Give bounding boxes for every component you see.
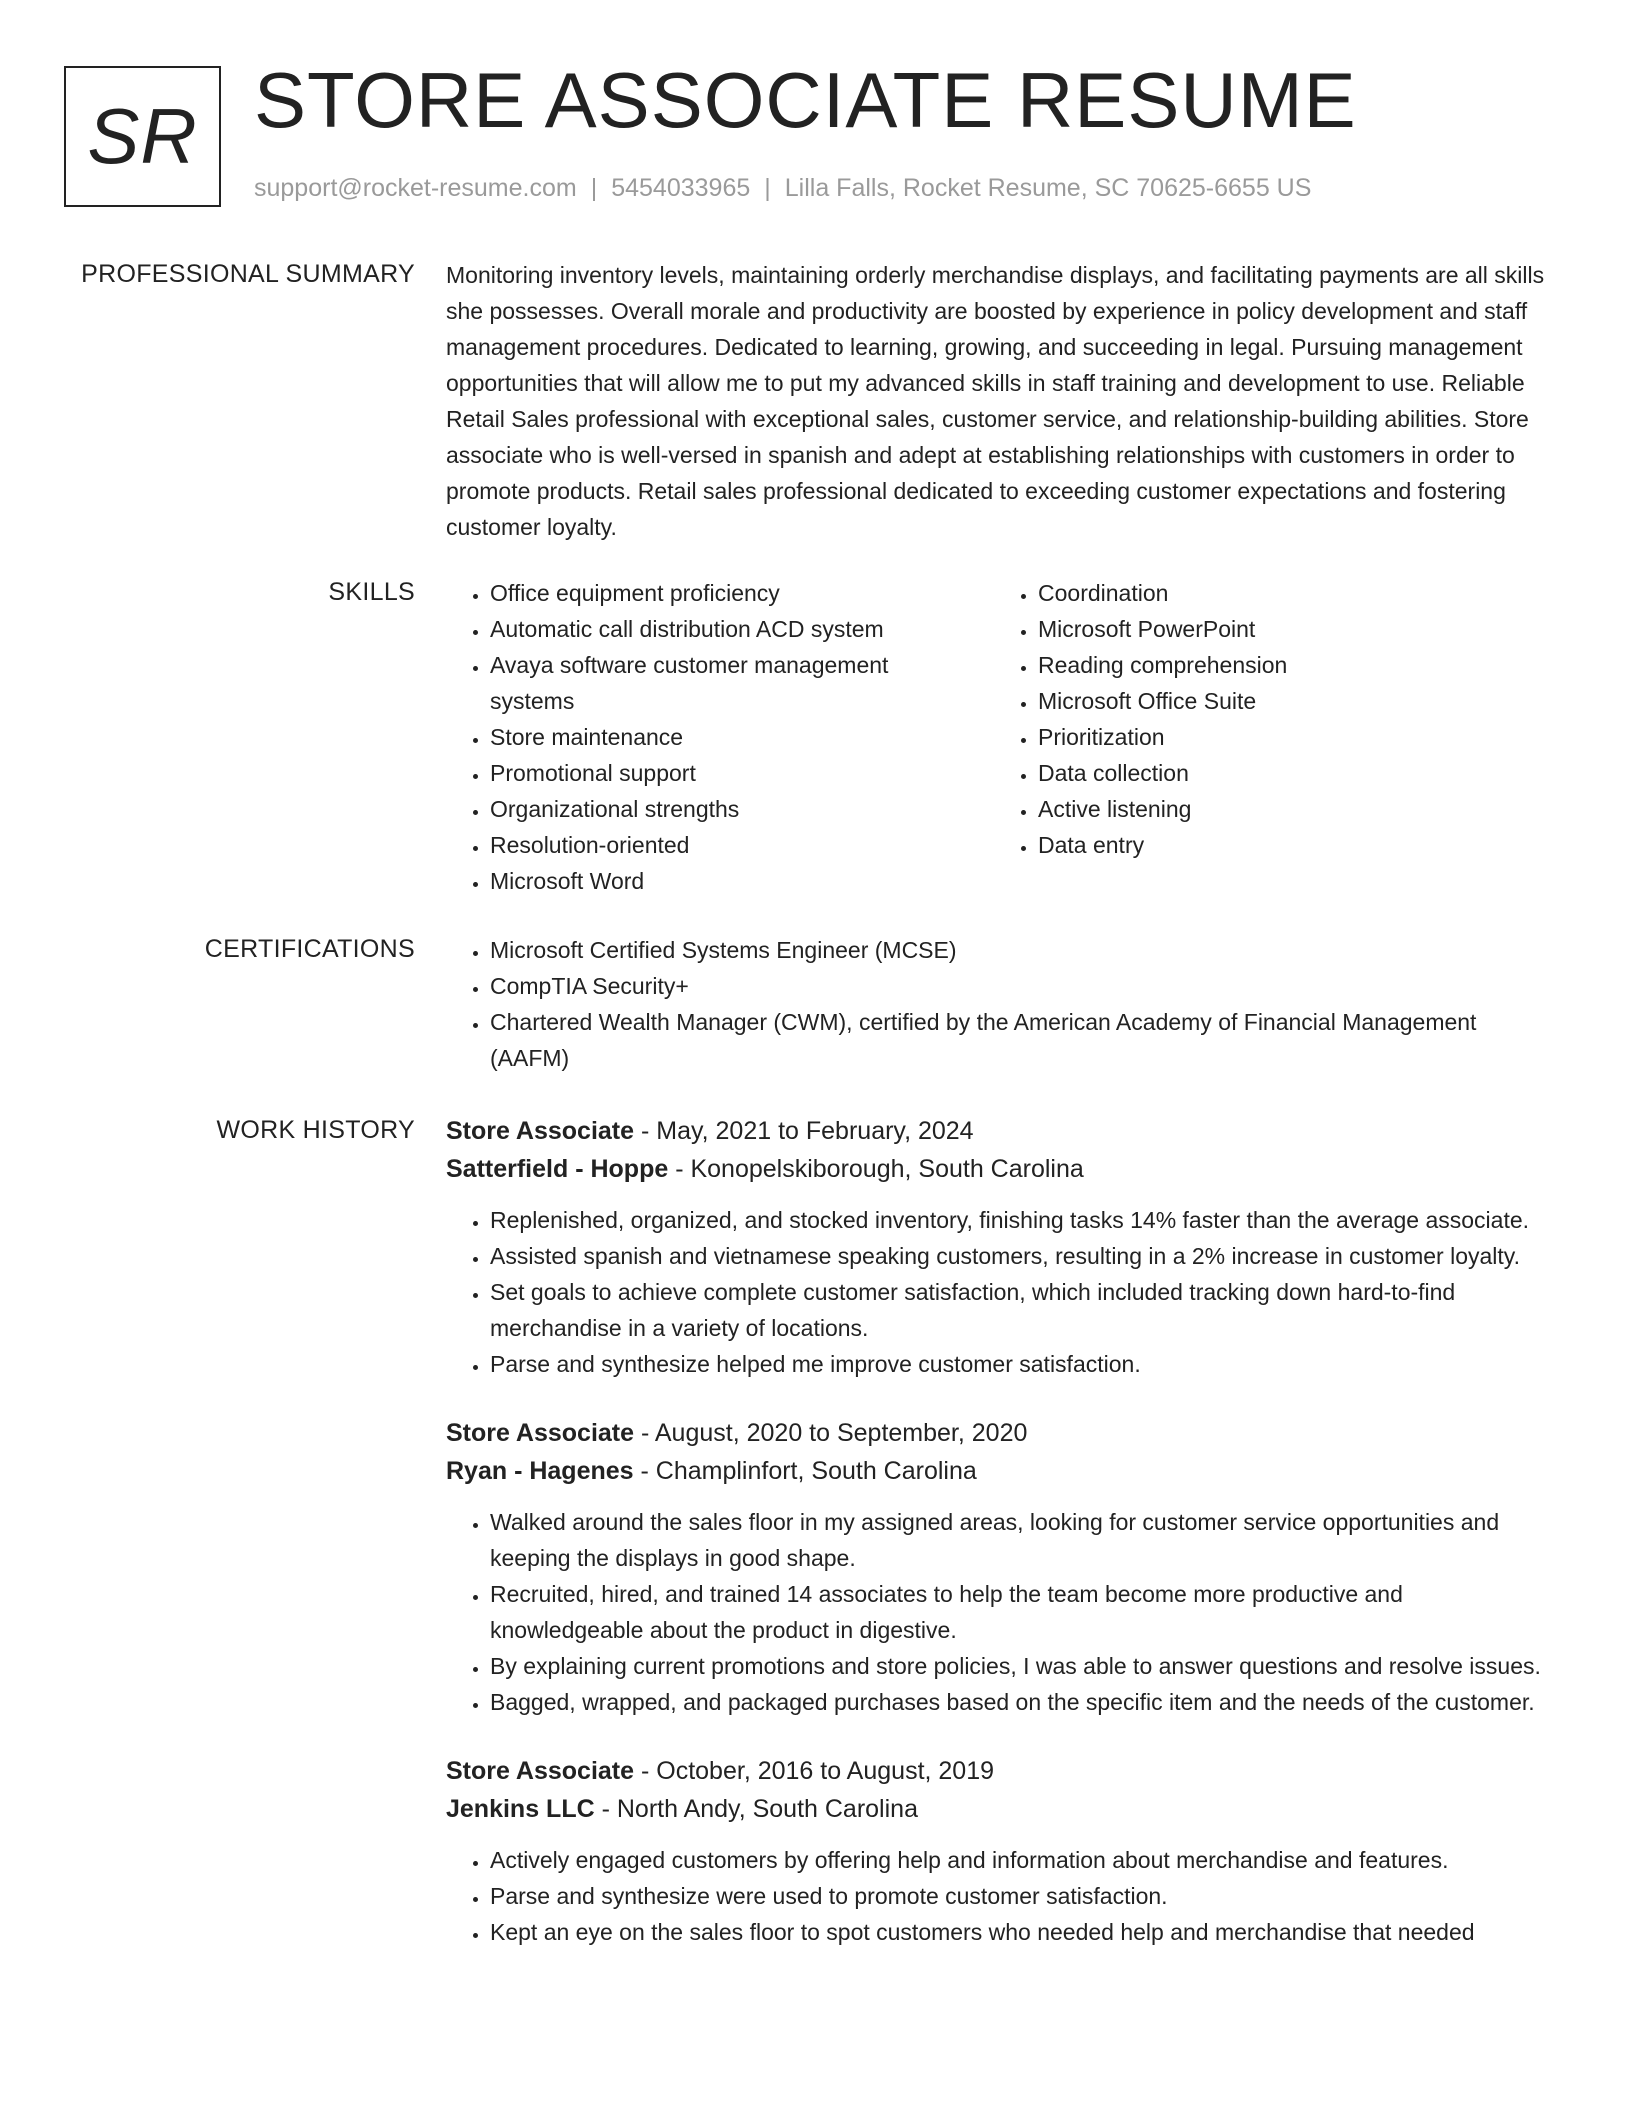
job-bullet: • Parse and synthesize were used to promote customer satisfaction. — [490, 1878, 1558, 1914]
summary-body — [446, 257, 1558, 545]
job-bullet: • Kept an eye on the sales floor to spot customers who needed help and merchandise that needed — [490, 1914, 1558, 1950]
job-company: Satterfield - Hoppe — [446, 1155, 669, 1183]
skill-item: • Avaya software customer management systems — [490, 647, 970, 719]
job-dates: - October, 2016 to August, 2019 — [634, 1757, 995, 1785]
job-bullet: • By explaining current promotions and store policies, I was able to answer questions and resolve issues. — [490, 1648, 1558, 1684]
job-title-line — [446, 1752, 1558, 1790]
skill-item: • Active listening — [1038, 791, 1518, 827]
skill-item: • Organizational strengths — [490, 791, 970, 827]
job-company: Ryan - Hagenes — [446, 1457, 634, 1485]
skills-body — [446, 575, 1558, 899]
job-title: Store Associate — [446, 1757, 635, 1785]
job-bullet: • Replenished, organized, and stocked inventory, finishing tasks 14% faster than the average associate. — [490, 1202, 1558, 1238]
skill-item: • Reading comprehension — [1038, 647, 1518, 683]
job-title: Store Associate — [446, 1117, 635, 1145]
certification-item: • CompTIA Security+ — [490, 968, 1558, 1004]
work-history-body — [446, 1112, 1558, 1982]
monogram-initials: SR — [87, 92, 198, 180]
certification-item: • Chartered Wealth Manager (CWM), certified by the American Academy of Financial Management (AAFM) — [490, 1004, 1558, 1076]
job-bullet: • Bagged, wrapped, and packaged purchases based on the specific item and the needs of the customer. — [490, 1684, 1558, 1720]
skill-item: • Microsoft Office Suite — [1038, 683, 1518, 719]
skills-column-right — [994, 575, 1554, 899]
job-company-line — [446, 1452, 1558, 1490]
job-title-line — [446, 1414, 1558, 1452]
contact-line — [254, 174, 1311, 203]
certifications-heading: CERTIFICATIONS — [204, 935, 415, 963]
skill-item: • Coordination — [1038, 575, 1518, 611]
job-bullet: • Recruited, hired, and trained 14 associates to help the team become more productive and knowledgeable about the product in digestive. — [490, 1576, 1558, 1648]
contact-address: Lilla Falls, Rocket Resume, SC 70625-6655 US — [784, 174, 1312, 202]
job-location: - North Andy, South Carolina — [594, 1795, 918, 1823]
skill-item: • Prioritization — [1038, 719, 1518, 755]
job-location: - Champlinfort, South Carolina — [633, 1457, 977, 1485]
job-company: Jenkins LLC — [446, 1795, 595, 1823]
job-bullets — [446, 1202, 1558, 1382]
skill-item: • Microsoft PowerPoint — [1038, 611, 1518, 647]
skill-item: • Store maintenance — [490, 719, 970, 755]
certifications-body — [446, 932, 1558, 1076]
job-entry — [446, 1414, 1558, 1720]
certifications-list — [446, 932, 1558, 1076]
job-company-line — [446, 1150, 1558, 1188]
job-bullet: • Walked around the sales floor in my assigned areas, looking for customer service opportunities and keeping the displays in good shape. — [490, 1504, 1558, 1576]
summary-heading: PROFESSIONAL SUMMARY — [81, 260, 415, 288]
work-history-heading: WORK HISTORY — [216, 1116, 415, 1144]
contact-email: support@rocket-resume.com — [254, 174, 577, 202]
job-title: Store Associate — [446, 1419, 635, 1447]
job-bullet: • Parse and synthesize helped me improve customer satisfaction. — [490, 1346, 1558, 1382]
job-entry — [446, 1752, 1558, 1950]
monogram-logo — [64, 66, 221, 207]
skill-item: • Resolution-oriented — [490, 827, 970, 863]
skills-list-right — [994, 575, 1554, 863]
resume-title: STORE ASSOCIATE RESUME — [254, 56, 1357, 144]
skill-item: • Office equipment proficiency — [490, 575, 970, 611]
job-bullet: • Set goals to achieve complete customer satisfaction, which included tracking down hard-to-find merchandise in a variety of locations. — [490, 1274, 1558, 1346]
contact-separator: | — [590, 174, 598, 202]
skill-item: • Data entry — [1038, 827, 1518, 863]
certification-item: • Microsoft Certified Systems Engineer (MCSE) — [490, 932, 1558, 968]
skill-item: • Promotional support — [490, 755, 970, 791]
job-bullet: • Assisted spanish and vietnamese speaking customers, resulting in a 2% increase in customer loyalty. — [490, 1238, 1558, 1274]
job-bullet: • Actively engaged customers by offering help and information about merchandise and features. — [490, 1842, 1558, 1878]
job-bullets — [446, 1504, 1558, 1720]
job-bullets — [446, 1842, 1558, 1950]
skills-column-left — [446, 575, 994, 899]
summary-text: Monitoring inventory levels, maintaining orderly merchandise displays, and facilitating payments are all skills she possesses. Overall morale and productivity are boosted by experience in policy development and staff management procedures. Dedicated to learning, growing, and succeeding in legal. Pursuing management opportunities that will allow me to put my advanced skills in staff training and development to use. Reliable Retail Sales professional with exceptional sales, customer service, and relationship-building abilities. Store associate who is well-versed in spanish and adept at establishing relationships with customers in order to promote products. Retail sales professional dedicated to exceeding customer expectations and fostering customer loyalty. — [446, 262, 1545, 540]
skills-list-left — [446, 575, 994, 899]
skill-item: • Data collection — [1038, 755, 1518, 791]
job-title-line — [446, 1112, 1558, 1150]
job-dates: - August, 2020 to September, 2020 — [634, 1419, 1028, 1447]
skill-item: • Automatic call distribution ACD system — [490, 611, 970, 647]
contact-phone: 5454033965 — [611, 174, 751, 202]
job-dates: - May, 2021 to February, 2024 — [634, 1117, 974, 1145]
job-location: - Konopelskiborough, South Carolina — [668, 1155, 1084, 1183]
skill-item: • Microsoft Word — [490, 863, 970, 899]
contact-separator: | — [764, 174, 771, 202]
job-company-line — [446, 1790, 1558, 1828]
job-entry — [446, 1112, 1558, 1382]
skills-heading: SKILLS — [328, 578, 415, 606]
